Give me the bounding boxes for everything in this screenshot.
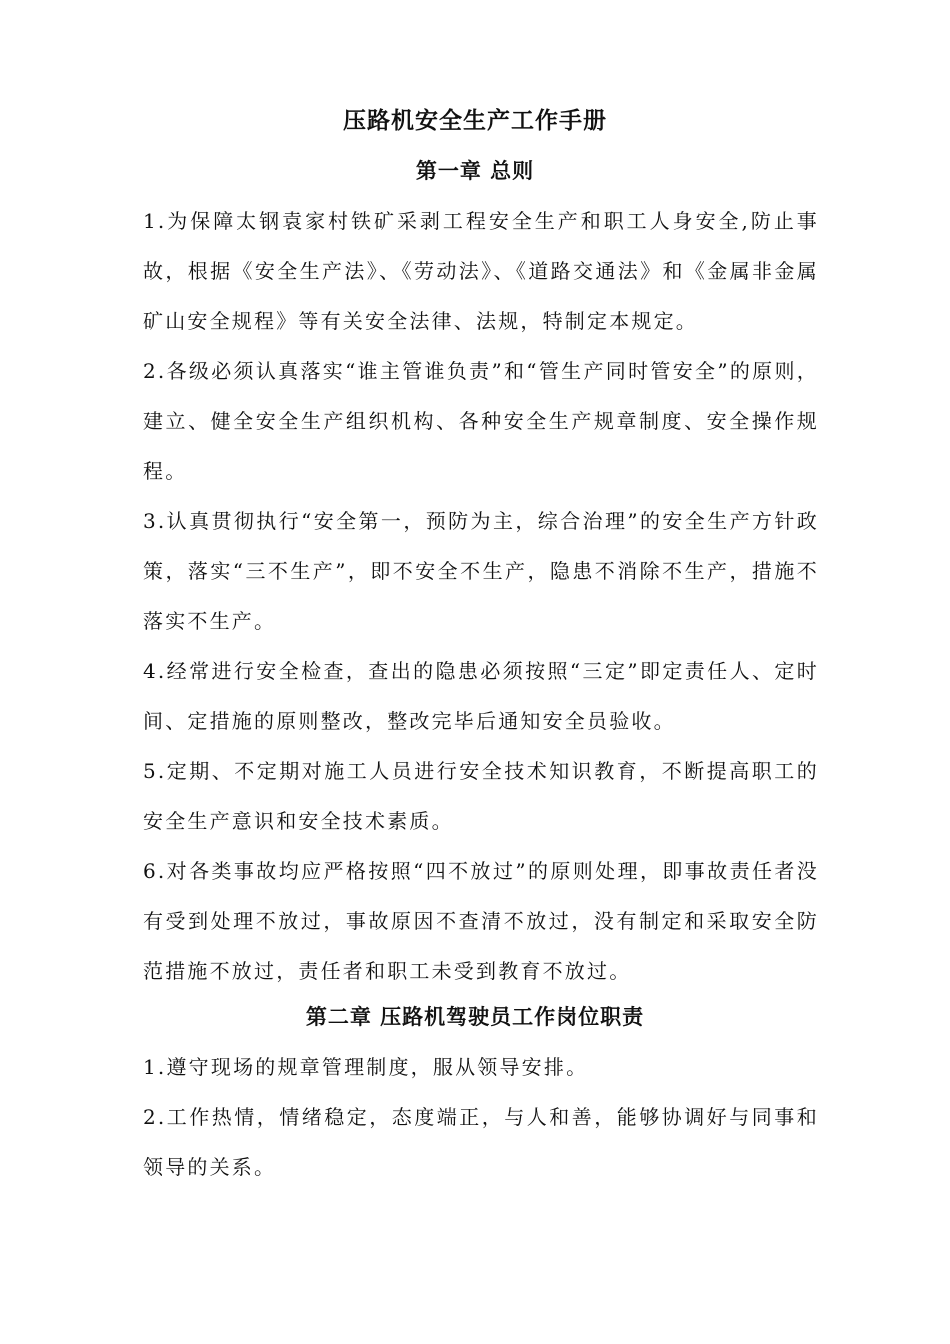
paragraph: 2.各级必须认真落实“谁主管谁负责”和“管生产同时管安全”的原则，建立、健全安全生产组织机构、各种安全生产规章制度、安全操作规程。 <box>143 359 819 483</box>
paragraph: 6.对各类事故均应严格按照“四不放过”的原则处理，即事故责任者没有受到处理不放过，事故原因不查清不放过，没有制定和采取安全防范措施不放过，责任者和职工未受到教育不放过。 <box>143 859 819 983</box>
paragraph: 1.遵守现场的规章管理制度，服从领导安排。 <box>143 1055 589 1079</box>
paragraph: 1.为保障太钢袁家村铁矿采剥工程安全生产和职工人身安全,防止事故，根据《安全生产法》、《劳动法》、《道路交通法》和《金属非金属矿山安全规程》等有关安全法律、法规，特制定本规定。 <box>143 209 819 333</box>
paragraph: 5.定期、不定期对施工人员进行安全技术知识教育，不断提高职工的安全生产意识和安全技术素质。 <box>143 759 819 833</box>
chapter-heading-general: 第一章 总则 <box>415 159 535 183</box>
chapter-general-body <box>143 196 819 996</box>
paragraph: 3.认真贯彻执行“安全第一，预防为主，综合治理”的安全生产方针政策，落实“三不生产”，即不安全不生产，隐患不消除不生产，措施不落实不生产。 <box>143 509 819 633</box>
chapter-heading-driver-duties: 第二章 压路机驾驶员工作岗位职责 <box>305 1005 645 1029</box>
chapter-driver-duties-body <box>143 1042 819 1192</box>
document-title: 压路机安全生产工作手册 <box>343 108 607 134</box>
paragraph: 2.工作热情，情绪稳定，态度端正，与人和善，能够协调好与同事和领导的关系。 <box>143 1105 819 1179</box>
paragraph: 4.经常进行安全检查，查出的隐患必须按照“三定”即定责任人、定时间、定措施的原则整改，整改完毕后通知安全员验收。 <box>143 659 819 733</box>
